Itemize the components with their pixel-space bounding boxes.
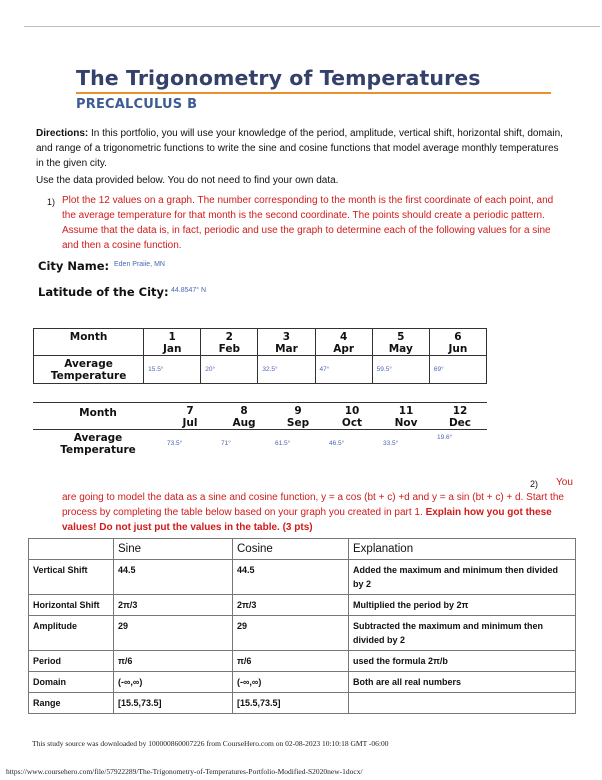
step-1-line: Plot the 12 values on a graph. The number corresponding to the month is the first coordinate of each point, and (62, 195, 554, 206)
step-2-line-2: process by completing the table below based on your graph you created in part 1. (62, 507, 426, 518)
temperature-header: Average Temperature (33, 430, 163, 458)
month-cell: 12 Dec (433, 403, 487, 430)
step-2-first-word: You (556, 477, 573, 488)
explanation: Both are all real numbers (349, 672, 576, 693)
table-row (29, 595, 576, 616)
row-label: Period (29, 651, 114, 672)
month-cell: 4 Apr (315, 329, 372, 356)
table-header-cell: Explanation (349, 539, 576, 560)
temperature-cell: 59.5° (372, 356, 429, 384)
directions-line-2: and range of a trigonometric functions to write the sine and cosine functions that model average monthly temperatures (36, 143, 559, 154)
row-label: Horizontal Shift (29, 595, 114, 616)
temperature-cell: 61.5° (271, 430, 325, 458)
month-header: Month (33, 403, 163, 430)
city-name-label: City Name: (38, 259, 110, 273)
sine-value: 44.5 (114, 560, 233, 595)
month-row (34, 329, 487, 356)
table-row (29, 693, 576, 714)
step-2-emphasis: Explain how you got these (425, 507, 552, 518)
source-url[interactable]: https://www.coursehero.com/file/57922289/The-Trigonometry-of-Temperatures-Portfolio-Modified-S2020new-1docx/ (6, 767, 363, 776)
row-label: Vertical Shift (29, 560, 114, 595)
month-cell: 7 Jul (163, 403, 217, 430)
month-cell: 1 Jan (144, 329, 201, 356)
temperature-row (34, 356, 487, 384)
city-name-value: Eden Praiie, MN (114, 261, 165, 268)
table-header-cell: Sine (114, 539, 233, 560)
sine-value: π/6 (114, 651, 233, 672)
table-header-cell (29, 539, 114, 560)
explanation: Added the maximum and minimum then divided by 2 (349, 560, 576, 595)
temperature-table-jul-dec (33, 402, 487, 458)
use-data-text: Use the data provided below. You do not need to find your own data. (36, 175, 339, 186)
table-row (29, 560, 576, 595)
temperature-table-jan-jun (33, 328, 487, 384)
title-underline (76, 92, 551, 94)
sine-cosine-table (28, 538, 576, 714)
temperature-cell: 71° (217, 430, 271, 458)
page-subtitle: PRECALCULUS B (76, 97, 198, 112)
temperature-cell: 20° (201, 356, 258, 384)
step-2-line-3: values! Do not just put the values in the table. (3 pts) (62, 522, 313, 533)
row-label: Amplitude (29, 616, 114, 651)
table-row (29, 672, 576, 693)
directions-paragraph (36, 126, 576, 171)
cosine-value: π/6 (233, 651, 349, 672)
step-1-instructions (62, 193, 582, 253)
explanation (349, 693, 576, 714)
temperature-cell: 46.5° (325, 430, 379, 458)
page-title: The Trigonometry of Temperatures (76, 66, 481, 90)
step-1-line: Assume that the data is, in fact, periodic and use the graph to determine each of the following values for a sine (62, 225, 551, 236)
step-1-number: 1) (47, 197, 56, 207)
temperature-row (33, 430, 487, 458)
table-header-row (29, 539, 576, 560)
table-header-cell: Cosine (233, 539, 349, 560)
temperature-cell: 73.5° (163, 430, 217, 458)
month-cell: 8 Aug (217, 403, 271, 430)
month-cell: 6 Jun (429, 329, 486, 356)
download-notice: This study source was downloaded by 100000860007226 from CourseHero.com on 02-08-2023 10:10:18 GMT -06:00 (32, 739, 389, 748)
row-label: Range (29, 693, 114, 714)
top-divider (24, 26, 600, 27)
temperature-cell: 15.5° (144, 356, 201, 384)
directions-label: Directions: (36, 128, 89, 139)
month-cell: 5 May (372, 329, 429, 356)
month-cell: 3 Mar (258, 329, 315, 356)
temperature-cell: 19.6° (433, 430, 487, 458)
temperature-cell: 32.5° (258, 356, 315, 384)
temperature-cell: 33.5° (379, 430, 433, 458)
sine-value: (-∞,∞) (114, 672, 233, 693)
step-1-line: and then a cosine function. (62, 240, 182, 251)
temperature-cell: 47° (315, 356, 372, 384)
table-row (29, 651, 576, 672)
sine-value: [15.5,73.5] (114, 693, 233, 714)
month-cell: 10 Oct (325, 403, 379, 430)
month-cell: 11 Nov (379, 403, 433, 430)
directions-line-1: In this portfolio, you will use your knowledge of the period, amplitude, vertical shift, horizontal shift, domain, (88, 128, 563, 139)
month-cell: 2 Feb (201, 329, 258, 356)
temperature-header: Average Temperature (34, 356, 144, 384)
explanation: used the formula 2π/b (349, 651, 576, 672)
cosine-value: 44.5 (233, 560, 349, 595)
latitude-value: 44.8547° N (171, 287, 207, 294)
row-label: Domain (29, 672, 114, 693)
explanation: Subtracted the maximum and minimum then divided by 2 (349, 616, 576, 651)
directions-line-3: in the given city. (36, 158, 107, 169)
latitude-label: Latitude of the City: (38, 285, 169, 299)
step-2-line-1: are going to model the data as a sine and cosine function, y = a cos (bt + c) +d and y = a sin (bt + c) + d. Start the (62, 492, 564, 503)
month-row (33, 403, 487, 430)
sine-value: 29 (114, 616, 233, 651)
month-cell: 9 Sep (271, 403, 325, 430)
temperature-cell: 69° (429, 356, 486, 384)
month-header: Month (34, 329, 144, 356)
cosine-value: 2π/3 (233, 595, 349, 616)
step-1-line: the average temperature for that month is the second coordinate. The points should create a periodic pattern. (62, 210, 545, 221)
cosine-value: (-∞,∞) (233, 672, 349, 693)
cosine-value: [15.5,73.5] (233, 693, 349, 714)
step-2-number: 2) (530, 479, 539, 489)
table-row (29, 616, 576, 651)
cosine-value: 29 (233, 616, 349, 651)
sine-value: 2π/3 (114, 595, 233, 616)
step-2-instructions (62, 490, 592, 535)
explanation: Multiplied the period by 2π (349, 595, 576, 616)
